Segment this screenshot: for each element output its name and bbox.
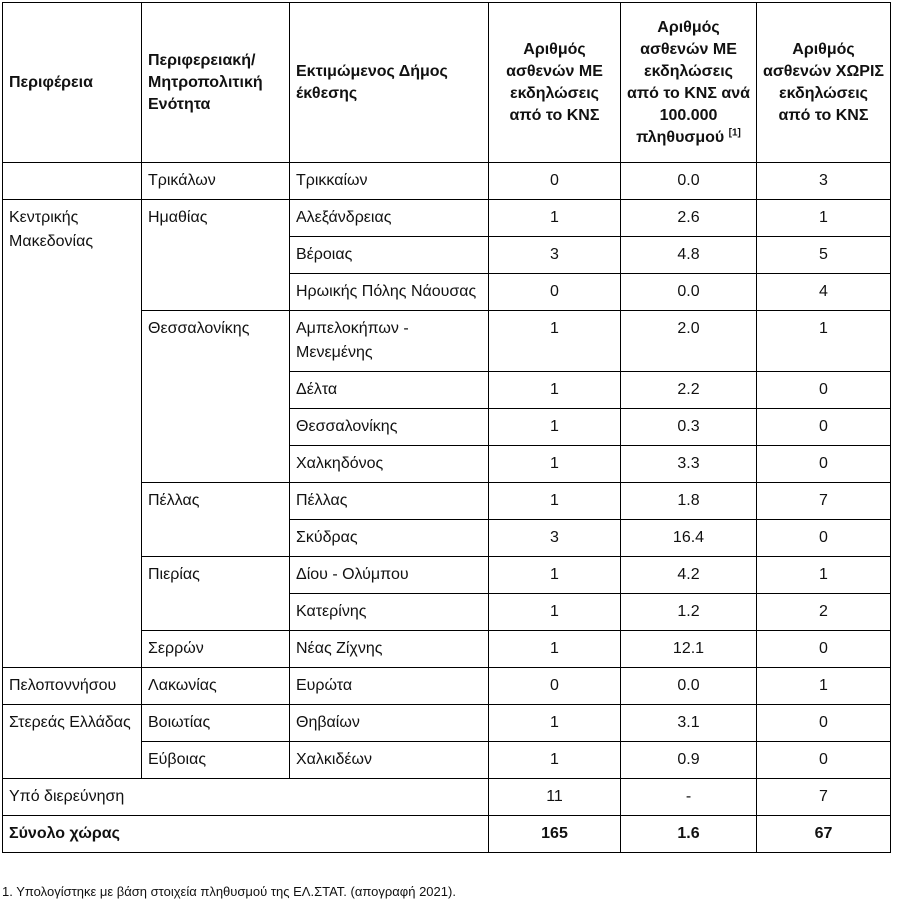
region-cell: Στερεάς Ελλάδας bbox=[3, 705, 142, 779]
unit-cell: Εύβοιας bbox=[142, 742, 290, 779]
unit-cell: Πέλλας bbox=[142, 483, 290, 557]
municipality-cell: Χαλκηδόνος bbox=[290, 446, 489, 483]
per100k-cell: 1.6 bbox=[621, 816, 757, 853]
header-without-symptoms: Αριθμός ασθενών ΧΩΡΙΣ εκδηλώσεις από το ΚΝΣ bbox=[757, 3, 891, 163]
header-per-100k bbox=[621, 3, 757, 163]
without-cell: 2 bbox=[757, 594, 891, 631]
without-cell: 1 bbox=[757, 557, 891, 594]
per100k-cell: 2.0 bbox=[621, 311, 757, 372]
without-cell: 0 bbox=[757, 742, 891, 779]
table-row bbox=[3, 705, 891, 742]
per100k-cell: 3.3 bbox=[621, 446, 757, 483]
municipality-cell: Αλεξάνδρειας bbox=[290, 200, 489, 237]
municipality-cell: Τρικκαίων bbox=[290, 163, 489, 200]
without-cell: 0 bbox=[757, 372, 891, 409]
municipality-cell: Θηβαίων bbox=[290, 705, 489, 742]
per100k-cell: 0.0 bbox=[621, 274, 757, 311]
without-cell: 7 bbox=[757, 779, 891, 816]
with-cell: 1 bbox=[489, 742, 621, 779]
unit-cell: Λακωνίας bbox=[142, 668, 290, 705]
header-unit: Περιφερειακή/ Μητροπολιτική Ενότητα bbox=[142, 3, 290, 163]
per100k-cell: - bbox=[621, 779, 757, 816]
municipality-cell: Νέας Ζίχνης bbox=[290, 631, 489, 668]
total-row bbox=[3, 816, 891, 853]
municipality-cell: Πέλλας bbox=[290, 483, 489, 520]
with-cell: 1 bbox=[489, 372, 621, 409]
with-cell: 11 bbox=[489, 779, 621, 816]
region-cell: Πελοποννήσου bbox=[3, 668, 142, 705]
header-row bbox=[3, 3, 891, 163]
cases-table bbox=[2, 2, 891, 853]
without-cell: 4 bbox=[757, 274, 891, 311]
without-cell: 0 bbox=[757, 446, 891, 483]
municipality-cell: Βέροιας bbox=[290, 237, 489, 274]
with-cell: 1 bbox=[489, 200, 621, 237]
unit-cell: Πιερίας bbox=[142, 557, 290, 631]
without-cell: 0 bbox=[757, 520, 891, 557]
without-cell: 1 bbox=[757, 311, 891, 372]
per100k-cell: 1.2 bbox=[621, 594, 757, 631]
unit-cell: Σερρών bbox=[142, 631, 290, 668]
header-region: Περιφέρεια bbox=[3, 3, 142, 163]
without-cell: 67 bbox=[757, 816, 891, 853]
table-row bbox=[3, 668, 891, 705]
with-cell: 1 bbox=[489, 594, 621, 631]
investigation-row bbox=[3, 779, 891, 816]
without-cell: 0 bbox=[757, 409, 891, 446]
region-cell bbox=[3, 163, 142, 200]
municipality-cell: Χαλκιδέων bbox=[290, 742, 489, 779]
per100k-cell: 16.4 bbox=[621, 520, 757, 557]
municipality-cell: Δίου - Ολύμπου bbox=[290, 557, 489, 594]
footnote: 1. Υπολογίστηκε με βάση στοιχεία πληθυσμού της ΕΛ.ΣΤΑΤ. (απογραφή 2021). bbox=[2, 884, 456, 899]
per100k-cell: 12.1 bbox=[621, 631, 757, 668]
table-row bbox=[3, 200, 891, 237]
with-cell: 1 bbox=[489, 705, 621, 742]
without-cell: 1 bbox=[757, 668, 891, 705]
per100k-cell: 4.2 bbox=[621, 557, 757, 594]
municipality-cell: Αμπελοκήπων - Μενεμένης bbox=[290, 311, 489, 372]
without-cell: 3 bbox=[757, 163, 891, 200]
per100k-cell: 3.1 bbox=[621, 705, 757, 742]
with-cell: 3 bbox=[489, 520, 621, 557]
with-cell: 1 bbox=[489, 557, 621, 594]
with-cell: 3 bbox=[489, 237, 621, 274]
with-cell: 0 bbox=[489, 668, 621, 705]
with-cell: 1 bbox=[489, 631, 621, 668]
without-cell: 5 bbox=[757, 237, 891, 274]
with-cell: 1 bbox=[489, 409, 621, 446]
without-cell: 7 bbox=[757, 483, 891, 520]
per100k-cell: 4.8 bbox=[621, 237, 757, 274]
per100k-cell: 0.9 bbox=[621, 742, 757, 779]
with-cell: 1 bbox=[489, 311, 621, 372]
with-cell: 0 bbox=[489, 163, 621, 200]
per100k-cell: 1.8 bbox=[621, 483, 757, 520]
municipality-cell: Ευρώτα bbox=[290, 668, 489, 705]
without-cell: 0 bbox=[757, 631, 891, 668]
table-row bbox=[3, 163, 891, 200]
municipality-cell: Σκύδρας bbox=[290, 520, 489, 557]
investigation-label: Υπό διερεύνηση bbox=[3, 779, 489, 816]
without-cell: 1 bbox=[757, 200, 891, 237]
footnote-ref: [1] bbox=[728, 127, 741, 139]
unit-cell: Θεσσαλονίκης bbox=[142, 311, 290, 483]
region-cell: Κεντρικής Μακεδονίας bbox=[3, 200, 142, 668]
per100k-cell: 2.2 bbox=[621, 372, 757, 409]
total-label: Σύνολο χώρας bbox=[3, 816, 489, 853]
per100k-cell: 2.6 bbox=[621, 200, 757, 237]
per100k-cell: 0.3 bbox=[621, 409, 757, 446]
with-cell: 165 bbox=[489, 816, 621, 853]
per100k-cell: 0.0 bbox=[621, 163, 757, 200]
without-cell: 0 bbox=[757, 705, 891, 742]
with-cell: 1 bbox=[489, 446, 621, 483]
header-with-symptoms: Αριθμός ασθενών ΜΕ εκδηλώσεις από το ΚΝΣ bbox=[489, 3, 621, 163]
municipality-cell: Θεσσαλονίκης bbox=[290, 409, 489, 446]
municipality-cell: Δέλτα bbox=[290, 372, 489, 409]
with-cell: 1 bbox=[489, 483, 621, 520]
municipality-cell: Ηρωικής Πόλης Νάουσας bbox=[290, 274, 489, 311]
header-municipality: Εκτιμώμενος Δήμος έκθεσης bbox=[290, 3, 489, 163]
unit-cell: Βοιωτίας bbox=[142, 705, 290, 742]
municipality-cell: Κατερίνης bbox=[290, 594, 489, 631]
with-cell: 0 bbox=[489, 274, 621, 311]
unit-cell: Τρικάλων bbox=[142, 163, 290, 200]
per100k-cell: 0.0 bbox=[621, 668, 757, 705]
header-per-100k-text: Αριθμός ασθενών ΜΕ εκδηλώσεις από το ΚΝΣ ανά 100.000 πληθυσμού bbox=[627, 18, 750, 146]
unit-cell: Ημαθίας bbox=[142, 200, 290, 311]
